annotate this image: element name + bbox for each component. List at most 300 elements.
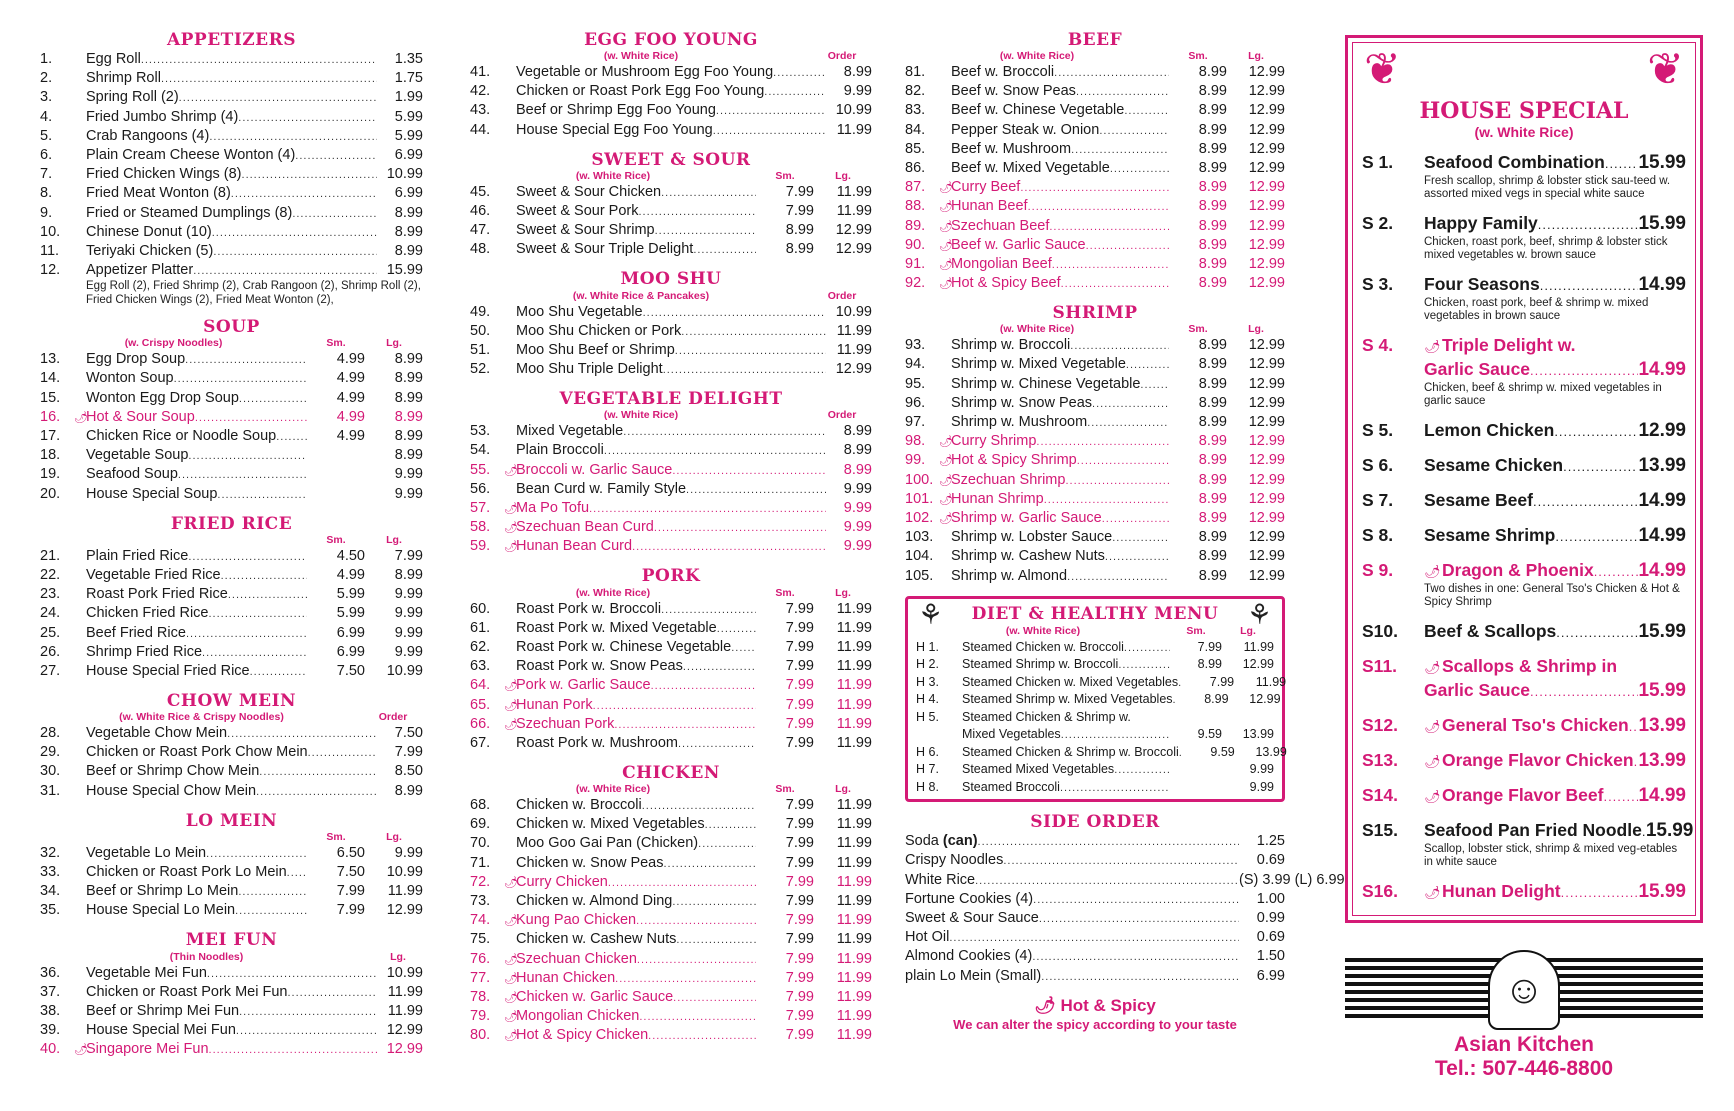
menu-item (905, 159, 1285, 178)
price-large: 11.99 (836, 202, 872, 219)
section-title: VEGETABLE DELIGHT (559, 389, 783, 410)
item-name: Sweet & Sour Chicken (516, 183, 662, 200)
house-item-row (1362, 358, 1686, 382)
price-large: 9.99 (394, 624, 423, 641)
item-number: 97. (905, 414, 926, 430)
price: 15.99 (1645, 820, 1694, 841)
leader-dots (623, 423, 826, 442)
price-small: 7.99 (785, 619, 814, 636)
menu-item (905, 471, 1285, 490)
price-small: 8.99 (1198, 375, 1227, 392)
leader-dots (1092, 395, 1169, 414)
price-small: 6.50 (336, 844, 365, 861)
price-large: 12.99 (1248, 490, 1285, 507)
price: 0.69 (1256, 852, 1285, 869)
item-number: 31. (40, 782, 61, 799)
house-item-row (1362, 880, 1686, 904)
menu-item (905, 394, 1285, 413)
item-name: Spring Roll (2) (86, 89, 179, 106)
item-name: Fried Jumbo Shrimp (4) (86, 108, 239, 125)
item-name: Hot Oil (905, 929, 950, 946)
leader-dots (259, 763, 377, 782)
pepper-icon: 🌶 (504, 876, 518, 889)
house-item-row (1362, 819, 1694, 843)
leader-dots (1629, 716, 1639, 738)
item-name: Fried or Steamed Dumplings (8) (86, 204, 293, 221)
menu-item (905, 547, 1285, 566)
house-item-row (1362, 419, 1686, 443)
item-number: 46. (470, 202, 491, 219)
item-name: Steamed Chicken & Shrimp w. Broccoli (962, 744, 1179, 759)
leader-dots (186, 625, 307, 644)
house-special-item (1362, 559, 1686, 609)
house-item-row (1362, 334, 1686, 358)
item-name: Beef w. Mushroom (951, 140, 1072, 157)
menu-item (905, 121, 1285, 140)
hot-spicy-note (905, 996, 1285, 1034)
menu-item (40, 643, 423, 662)
price-small: 9.59 (1197, 727, 1222, 742)
menu-item (905, 82, 1285, 101)
item-name: Egg Roll (86, 51, 141, 67)
leader-dots (209, 128, 377, 147)
price: 1.00 (1256, 890, 1285, 907)
moo-shu-section (470, 270, 872, 380)
leader-dots (221, 567, 307, 586)
leader-dots (178, 466, 307, 485)
menu-item (40, 983, 423, 1002)
price-large: 8.99 (394, 370, 423, 387)
item-description: Scallop, lobster stick, shrimp & mixed veg-etables in white sauce (1424, 843, 1678, 868)
leader-dots (1563, 456, 1638, 478)
leader-dots (664, 855, 757, 874)
pepper-icon: 🌶 (1424, 660, 1441, 675)
item-name: Hunan Delight (1442, 881, 1561, 901)
item-name: Mixed Vegetable (516, 423, 624, 440)
price-small: 4.99 (336, 428, 365, 444)
price: 5.99 (394, 108, 423, 125)
sm-label: Sm. (326, 337, 346, 350)
leader-dots (287, 984, 377, 1003)
section-title: SWEET & SOUR (591, 149, 751, 170)
menu-column-3 (905, 29, 1345, 1034)
menu-item (470, 873, 872, 892)
menu-item (40, 350, 423, 369)
menu-item (40, 844, 423, 863)
menu-item (40, 69, 423, 88)
leader-dots (1071, 141, 1169, 160)
item-number: 17. (40, 428, 61, 444)
item-name: Sweet & Sour Pork (516, 202, 639, 219)
leader-dots (239, 1003, 377, 1022)
price-small: 4.99 (336, 370, 365, 387)
price-large: 11.99 (836, 816, 872, 833)
fried-rice-section (40, 514, 423, 681)
item-name: Orange Flavor Beef (1442, 785, 1604, 805)
leader-dots (202, 644, 307, 663)
restaurant-phone: Tel.: 507-446-8800 (1434, 1057, 1614, 1080)
price: 15.99 (1638, 680, 1686, 701)
leader-dots (1039, 910, 1239, 929)
house-item-row (1362, 679, 1686, 703)
price: 8.99 (394, 204, 423, 221)
menu-item (905, 178, 1285, 197)
menu-item (40, 863, 423, 882)
item-number: 42. (470, 83, 491, 100)
leader-dots (1530, 360, 1638, 382)
item-name: Pepper Steak w. Onion (951, 121, 1100, 138)
leader-dots (1036, 433, 1169, 452)
leader-dots (287, 864, 307, 883)
sm-label: Sm. (1188, 50, 1208, 62)
price-small: 8.99 (1198, 356, 1227, 373)
house-item-row (1362, 714, 1686, 738)
price-large: 11.99 (836, 1027, 872, 1044)
house-item-row (1362, 489, 1686, 513)
item-name: Dragon & Phoenix (1442, 560, 1594, 580)
price-large: 13.99 (1242, 727, 1274, 742)
item-name: Hunan Chicken (516, 969, 616, 986)
menu-column-2 (470, 30, 872, 1056)
leader-dots (1070, 337, 1169, 356)
house-special-list (1362, 151, 1694, 915)
price-small: 4.99 (336, 351, 365, 368)
item-name: Broccoli w. Garlic Sauce (516, 461, 673, 478)
price: 8.99 (843, 442, 872, 459)
price-small: 7.99 (785, 873, 814, 890)
menu-item (905, 947, 1285, 966)
price: 12.99 (835, 361, 872, 378)
leader-dots (1065, 472, 1169, 491)
house-special-item (1362, 714, 1686, 738)
pepper-icon: 🌶 (939, 512, 953, 525)
price: 11.99 (387, 1002, 423, 1019)
menu-item (470, 183, 872, 202)
item-name: Shrimp w. Mushroom (951, 414, 1088, 430)
item-name: Hot & Spicy Shrimp (951, 452, 1077, 469)
item-name: Shrimp w. Snow Peas (951, 394, 1093, 411)
price-large: 12.99 (1248, 255, 1285, 272)
leader-dots (1086, 237, 1169, 256)
menu-item (40, 204, 423, 223)
leader-dots (686, 481, 826, 500)
sm-label: Sm. (775, 586, 795, 599)
leader-dots (642, 797, 756, 816)
price-large: 11.99 (836, 931, 872, 948)
item-name: Mongolian Beef (951, 255, 1052, 272)
pepper-icon: 🌶 (939, 436, 953, 449)
item-name: Beef w. Snow Peas (951, 83, 1076, 100)
menu-item (470, 619, 872, 638)
menu-item (916, 778, 1274, 796)
item-number: S 3. (1362, 274, 1394, 294)
price: 0.99 (1256, 909, 1285, 926)
menu-item (40, 485, 423, 504)
price-small: 8.99 (1198, 83, 1227, 100)
price-small: 7.99 (785, 1008, 814, 1025)
item-name-line2: Mixed Vegetables (962, 727, 1061, 742)
price-large: 12.99 (1248, 394, 1285, 411)
section-subtitle: (w. White Rice & Pancakes) (572, 289, 710, 302)
leader-dots (608, 874, 756, 893)
leader-dots (188, 548, 307, 567)
price-large: 11.99 (836, 912, 872, 929)
price-small: 9.59 (1210, 744, 1235, 759)
price-large: 8.99 (394, 351, 423, 368)
item-number: 56. (470, 480, 491, 497)
price: 6.99 (394, 146, 423, 163)
price-small: 8.99 (1198, 121, 1227, 138)
menu-item (470, 121, 872, 140)
price-large: 9.99 (394, 485, 423, 502)
lg-label: Lg. (1248, 323, 1264, 336)
price-small: 7.99 (785, 816, 814, 833)
item-number: 82. (905, 83, 926, 100)
price-small: 7.50 (336, 864, 365, 880)
mei-fun-section (40, 931, 423, 1060)
leader-dots (1124, 102, 1169, 121)
item-number: 43. (470, 102, 491, 119)
chopsticks-icon: ⚘ (918, 598, 944, 630)
item-name: Vegetable or Mushroom Egg Foo Young (516, 64, 774, 80)
price-small: 7.99 (785, 969, 814, 986)
item-number: 75. (470, 931, 491, 948)
item-name: Hot & Spicy Beef (951, 275, 1061, 292)
beef-section (905, 30, 1285, 293)
menu-item (40, 1021, 423, 1040)
price: 8.99 (843, 461, 872, 478)
leader-dots (1605, 153, 1639, 175)
item-number: 54. (470, 442, 491, 459)
pepper-icon: 🌶 (939, 220, 953, 233)
item-name: Vegetable Mei Fun (86, 964, 207, 981)
menu-item (470, 600, 872, 619)
price: 1.50 (1256, 948, 1285, 965)
menu-item (470, 82, 872, 101)
item-number: 3. (40, 89, 53, 106)
item-number: H 3. (916, 674, 939, 689)
item-number: 73. (470, 893, 491, 909)
house-special-item (1362, 819, 1694, 869)
price-small: 7.99 (336, 883, 365, 900)
item-number: 70. (470, 835, 491, 852)
item-number: 23. (40, 586, 61, 603)
menu-item (470, 911, 872, 930)
pepper-icon: 🌶 (1034, 995, 1056, 1015)
chow-mein-section (40, 691, 423, 801)
menu-item (470, 480, 872, 499)
price-large: 11.99 (836, 893, 872, 909)
leader-dots (209, 1041, 377, 1060)
leader-dots (614, 716, 756, 735)
leader-dots (1556, 622, 1638, 644)
item-name: Shrimp w. Cashew Nuts (951, 548, 1105, 565)
price-large: 12.99 (1248, 102, 1285, 119)
menu-item (470, 518, 872, 537)
price-small: 7.99 (785, 931, 814, 948)
section-title: DIET & HEALTHY MENU (971, 604, 1219, 625)
price-small: 8.99 (1198, 198, 1227, 215)
price-large: 12.99 (1248, 217, 1285, 234)
lg-label: Lg. (835, 586, 851, 599)
item-number: 102. (905, 509, 934, 526)
item-number: 7. (40, 166, 53, 183)
item-name: Beef or Shrimp Chow Mein (86, 763, 260, 780)
section-subtitle: (w. White Rice) (575, 586, 651, 599)
item-name: Szechuan Shrimp (951, 471, 1066, 488)
price-large: 12.99 (835, 222, 872, 239)
item-name: Almond Cookies (4) (905, 948, 1033, 965)
price-small: 8.99 (1198, 102, 1227, 119)
leader-dots (589, 500, 826, 519)
item-description: Chicken, beef & shrimp w. mixed vegetables in garlic sauce (1424, 382, 1662, 407)
leader-dots (636, 912, 756, 931)
pepper-icon: 🌶 (74, 411, 88, 424)
leader-dots (1603, 786, 1638, 808)
pepper-icon: 🌶 (939, 258, 953, 271)
item-number: 48. (470, 241, 491, 258)
price-large: 12.99 (1248, 471, 1285, 488)
item-name: Shrimp w. Garlic Sauce (951, 509, 1102, 526)
leader-dots (239, 390, 307, 409)
item-name: Beef w. Mixed Vegetable (951, 159, 1110, 176)
vegetable-delight-section (470, 389, 872, 556)
leader-dots (1102, 510, 1169, 529)
item-name: Moo Goo Gai Pan (Chicken) (516, 835, 699, 852)
item-number: 62. (470, 638, 491, 655)
section-subtitle: (w. White Rice) (1005, 624, 1081, 637)
pepper-icon: 🌶 (1424, 754, 1441, 769)
price-small: 8.99 (1198, 548, 1227, 565)
price: 11.99 (387, 983, 423, 1000)
leader-dots (1041, 968, 1239, 987)
item-number: S 4. (1362, 335, 1394, 355)
lg-label: Lg. (835, 783, 851, 796)
leader-dots (141, 51, 377, 70)
item-name: Wonton Soup (86, 370, 174, 387)
menu-item (916, 638, 1274, 656)
item-name: Chicken or Roast Pork Chow Mein (86, 744, 308, 761)
item-name: Szechuan Bean Curd (516, 519, 654, 536)
item-number: 86. (905, 159, 926, 176)
item-number: 26. (40, 643, 61, 660)
price-large: 12.99 (1248, 64, 1285, 80)
price-small: 7.99 (785, 835, 814, 852)
appetizers-section (40, 30, 423, 307)
item-number: 34. (40, 883, 61, 900)
item-name: Szechuan Beef (951, 217, 1050, 234)
price-small: 7.50 (336, 662, 365, 679)
hot-spicy-subtitle: We can alter the spicy according to your taste (953, 1016, 1237, 1032)
pepper-icon: 🌶 (74, 1044, 88, 1057)
price: 14.99 (1638, 359, 1686, 380)
leader-dots (655, 222, 756, 241)
menu-item (40, 566, 423, 585)
leader-dots (236, 1022, 377, 1041)
house-item-row (1362, 151, 1686, 175)
leader-dots (1114, 761, 1170, 780)
menu-item (470, 930, 872, 949)
sm-label: Sm. (775, 783, 795, 796)
price: 7.99 (394, 744, 423, 761)
item-number: 11. (40, 242, 60, 259)
menu-item (905, 255, 1285, 274)
leader-dots (238, 109, 377, 128)
menu-item (470, 734, 872, 753)
leader-dots (639, 1008, 756, 1027)
ornament-icon: ❦ (1647, 45, 1684, 94)
menu-item (470, 834, 872, 853)
leader-dots (1032, 948, 1239, 967)
menu-item (470, 950, 872, 969)
item-name: Curry Chicken (516, 873, 608, 890)
menu-item (40, 724, 423, 743)
price: 15.99 (386, 262, 423, 279)
leader-dots (1033, 891, 1239, 910)
item-name: Plain Fried Rice (86, 547, 189, 564)
item-number: 45. (470, 183, 491, 200)
item-name: Hot & Spicy Chicken (516, 1027, 649, 1044)
leader-dots (661, 601, 756, 620)
leader-dots (678, 735, 756, 754)
menu-item (905, 890, 1285, 909)
item-name: Chicken w. Mixed Vegetables (516, 816, 705, 833)
item-number: 40. (40, 1041, 61, 1058)
price: 15.99 (1638, 213, 1686, 234)
section-title: SIDE ORDER (1030, 811, 1160, 832)
section-subtitle: (w. White Rice) (575, 783, 651, 796)
leader-dots (593, 697, 756, 716)
item-number: 20. (40, 485, 61, 502)
restaurant-contact (1345, 1033, 1703, 1081)
item-number: 32. (40, 844, 61, 861)
section-title: SOUP (203, 317, 260, 338)
price: 13.99 (1638, 750, 1686, 771)
section-title: MEI FUN (185, 930, 278, 951)
item-number: 80. (470, 1027, 491, 1044)
section-title: EGG FOO YOUNG (584, 29, 758, 50)
price: 11.99 (836, 121, 872, 138)
item-number: 37. (40, 983, 61, 1000)
sm-label: Sm. (326, 533, 346, 546)
price-large: 11.99 (836, 854, 872, 871)
item-number: 51. (470, 341, 491, 358)
price-small: 8.99 (1197, 657, 1222, 672)
item-number: S 5. (1362, 420, 1394, 440)
item-name: Roast Pork w. Mixed Vegetable (516, 619, 717, 636)
price: 13.99 (1638, 715, 1686, 736)
leader-dots (651, 677, 756, 696)
order-label: Order (827, 289, 857, 302)
pepper-icon: 🌶 (504, 1011, 518, 1024)
price-large: 12.99 (1248, 159, 1285, 176)
item-name: Fried Chicken Wings (8) (86, 166, 242, 183)
price-small: 4.99 (336, 389, 365, 406)
price-large: 12.99 (1248, 179, 1285, 196)
item-number: 77. (470, 969, 491, 986)
item-number: 24. (40, 605, 61, 622)
price: 15.99 (1638, 621, 1686, 642)
leader-dots (1533, 491, 1638, 513)
section-subtitle: (w. White Rice) (999, 50, 1075, 62)
leader-dots (185, 351, 307, 370)
item-description: Fresh scallop, shrimp & lobster stick sau-teed w. assorted mixed vegs in special white sauce (1424, 175, 1671, 200)
price-small: 8.99 (1198, 179, 1227, 196)
section-title: SHRIMP (1052, 303, 1138, 324)
section-title: MOO SHU (620, 269, 722, 290)
price: 6.99 (394, 185, 423, 202)
house-special-item (1362, 524, 1686, 548)
